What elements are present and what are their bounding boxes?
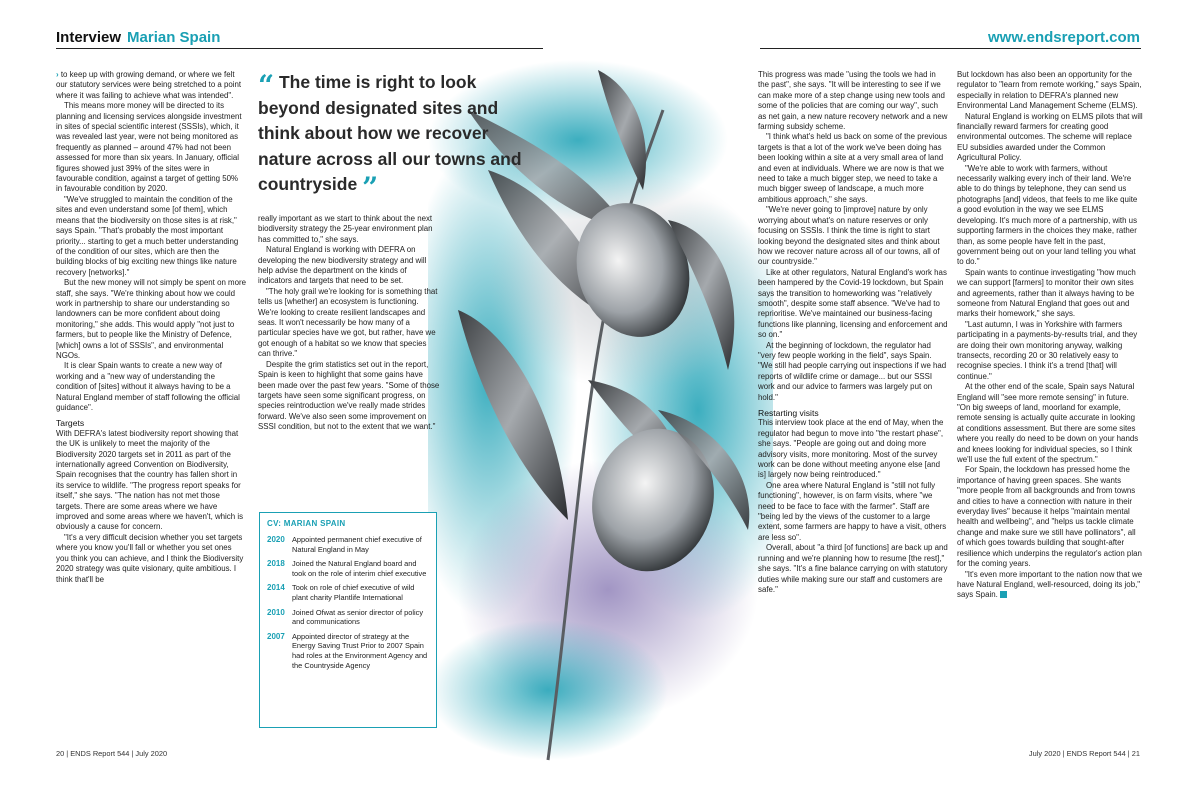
cv-entry (267, 583, 429, 602)
paragraph: It is clear Spain wants to create a new way of working and a "new way of understanding the condition of [sites] without it always having to be a Natural England member of staff following the official guidance". (56, 361, 240, 412)
subheading-targets: Targets (56, 418, 85, 429)
teal-splash-bottom (428, 620, 668, 760)
cv-text: Appointed director of strategy at the Energy Saving Trust Prior to 2007 Spain had roles at the Environment Agency and the Countryside Agency (292, 631, 428, 670)
cv-text: Took on role of chief executive of wild plant charity Plantlife International (292, 583, 415, 602)
article-column-1 (56, 70, 246, 738)
paragraph: But lockdown has also been an opportunity for the regulator to "learn from remote working," says Spain, especially in relation to DEFRA's planned new Environmental Land Management Scheme (ELMS). (957, 70, 1142, 111)
section-header (56, 29, 220, 46)
paragraph: Natural England is working with DEFRA on developing the new biodiversity strategy and will help advise the department on the kinds of indicators and targets that need to be set. (258, 245, 427, 286)
cv-year: 2018 (267, 559, 285, 569)
paragraph: This progress was made "using the tools we had in the past", she says. "It will be interesting to see if we can make more of a step change using new tools and some of the policies that are coming our way", such as net gain, a new nature recovery network and a new farming subsidy scheme. (758, 70, 948, 132)
paragraph: Despite the grim statistics set out in the report, Spain is keen to highlight that some gains have been made over the past few years. "Some of those targets have seen some significant progress, on species reintroduction we've really made strides forward. We've also seen some improvement on SSSI condition, but not to the extent that we want." (258, 359, 440, 432)
paragraph: With DEFRA's latest biodiversity report showing that the UK is unlikely to meet the majority of the Biodiversity 2020 targets set in 2011 as part of the internationally agreed Convention on Biodiversity, Spain recognises that the country has fallen short in its service to wildlife. "The progress report speaks for itself," she says. "The nation has not met those targets. There are some areas where we have improved and some areas where we haven't, which is obviously a cause for concern. (56, 428, 244, 532)
paragraph: This interview took place at the end of May, when the regulator had begun to move into "the restart phase", she says. "People are going out and doing more advisory visits, more monitoring. Most of the survey work can be done without meeting anyone else [and is] largely now being reintroduced." (758, 418, 944, 480)
end-of-article-icon (1000, 591, 1007, 598)
paragraph: Overall, about "a third [of functions] are back up and running and we're planning how to resume [the rest]," she says. "It's a fine balance carrying on with statutory duties while making sure our staff and customers are safe." (758, 543, 948, 594)
open-quote-icon: “ (258, 69, 275, 102)
cv-box (259, 512, 437, 728)
paragraph: Like at other regulators, Natural England's work has been hampered by the Covid-19 lockdown, but Spain says the transition to homeworking was "relatively smooth", despite some staff absence. "We've had to reprioritise. We've maintained our business-facing functions like planning, licensing and enforcement and so on." (758, 267, 948, 340)
paragraph: But the new money will not simply be spent on more staff, she says. "We're thinking about how we could work in partnership to share our understanding so landowners can be more confident about doing monitoring," she adds. This would apply "not just to farmers, but to people like the Ministry of Defence, [which] owns a lot of SSSIs", and environmental NGOs. (56, 278, 246, 360)
interview-subject: Marian Spain (127, 29, 221, 46)
pull-quote (258, 69, 530, 204)
paragraph: › to keep up with growing demand, or where we felt our statutory services were being stretched to a point where it was failing to achieve what was intended". (56, 70, 242, 100)
cv-year: 2020 (267, 535, 285, 544)
article-column-4 (957, 70, 1143, 738)
cv-entry (267, 535, 429, 554)
footer-right-folio: July 2020 | ENDS Report 544 | 21 (1028, 749, 1140, 758)
website-link[interactable]: www.endsreport.com (988, 29, 1140, 46)
paragraph: "It's even more important to the nation now that we have Natural England, well-resourced, doing its job," says Spain. (957, 569, 1143, 600)
cv-entry (267, 608, 429, 627)
subheading-restarting-visits: Restarting visits (758, 408, 819, 418)
cv-text: Joined the Natural England board and took on the role of interim chief executive (292, 559, 427, 578)
continue-arrow-icon: › (56, 70, 59, 79)
cv-entry (267, 632, 429, 670)
paragraph: "Last autumn, I was in Yorkshire with farmers participating in a payments-by-results trial, and they are doing their own monitoring anyway, walking transects, recording 20 or 30 relatively easy to recognise species. I think it's a trend [that] will continue." (957, 319, 1138, 381)
cv-text: Appointed permanent chief executive of Natural England in May (292, 535, 422, 554)
article-column-3 (758, 70, 948, 738)
cv-year: 2007 (267, 631, 285, 641)
article-column-2 (258, 214, 440, 484)
paragraph: One area where Natural England is "still not fully functioning", however, is on farm visits, where "we need to be face to face with the farmer". Staff are "being led by the views of the customer to a large extent, some farmers are happy to have a visit, others are less so". (758, 480, 947, 542)
paragraph: "I think what's held us back on some of the previous targets is that a lot of the work we've been doing has been looking within a site at a very small area of land and even at individuals. Where we are now is that we need to take a much bigger step, we need to take a much bigger sweep of landscape, a much more ambitious approach," she says. (758, 132, 948, 204)
cv-year: 2010 (267, 607, 285, 617)
section-label: Interview (56, 29, 122, 46)
header-rule-right (760, 48, 1141, 49)
paragraph: At the other end of the scale, Spain says Natural England will "see more remote sensing" in future. "On big sweeps of land, moorland for example, remote sensing is actually quite accurate in looking at conditions assessment. But there are some sites where you really do need to be down on your hands and knees looking for individual species, so I think we'll use the full extent of the spectrum." (957, 382, 1139, 465)
paragraph: This means more money will be directed to its planning and licensing services alongside investment in sites of special scientific interest (SSSIs), which, it was revealed last year, were not being monitored as frequently as planned – around 47% had not been assessed for more than six years. In January, official figures showed just 39% of the sites were in favourable condition, against a target of getting 50% in favourable condition by 2020. (56, 101, 242, 194)
cv-entry (267, 559, 429, 578)
header-rule-left (56, 48, 543, 49)
paragraph: Spain wants to continue investigating "how much we can support [farmers] to monitor their own sites and agreements, rather than it always having to be someone from Natural England that goes out and marks their homework," she says. (957, 267, 1136, 319)
paragraph: "It's a very difficult decision whether you set targets where you know you'll fall or whether you set ones you think you can achieve, and I think the Biodiversity 2020 strategy was quite visionary, quite ambitious. I think that'll be (56, 532, 244, 584)
paragraph: At the beginning of lockdown, the regulator had "very few people working in the field", says Spain. "We still had people carrying out inspections if we had reports of wildlife crime or damage... but our SSSI work and our advice to farmers was largely put on hold." (758, 340, 947, 402)
paragraph: For Spain, the lockdown has pressed home the importance of having green spaces. She wants "more people from all backgrounds and from towns and cities to have a connection with nature in their everyday lives" because it helps "maintain mental health and wellbeing", and "helps us tackle climate change and make sure we still have pollinators", all of which goes towards building that sought-after resilience which underpins the regulator's action plan for the coming years. (957, 465, 1142, 569)
paragraph: "We're able to work with farmers, without necessarily walking every inch of their land. We're able to do things by telephone, they can send us photographs [and] videos, that feels to me like quite a good evolution in the way we see ELMS developing. It's much more of a partnership, with us supporting farmers in the choices they make, rather than, as some people have felt in the past, government being out on your land telling you what to do." (957, 163, 1138, 267)
paragraph: Natural England is working on ELMS pilots that will financially reward farmers for creating good environmental outcomes. The scheme will replace EU subsidies awarded under the Common Agricultural Policy. (957, 111, 1143, 163)
footer-left-folio: 20 | ENDS Report 544 | July 2020 (56, 749, 168, 758)
cv-year: 2014 (267, 583, 285, 593)
paragraph: "The holy grail we're looking for is something that tells us [whether] an ecosystem is functioning. We're looking to create resilient landscapes and seas. It won't necessarily be how many of a particular species have we got, but rather, have we got enough of a habitat so we know that species can thrive." (258, 286, 438, 359)
paragraph: "We've struggled to maintain the condition of the sites and even understand some [of them], which means that the biodiversity on those sites is at risk," says Spain. "That's probably the most important priority... starting to get a much better understanding of the condition of our sites, which are then the building blocks of big exciting new things like nature recovery [networks]." (56, 194, 239, 277)
paragraph: "We're never going to [improve] nature by only worrying about what's on nature reserves or only focusing on SSSIs. I think the time is right to start looking beyond the designated sites and think about how we recover nature across all of our towns, all of our countryside." (758, 205, 940, 267)
close-quote-icon: ” (362, 171, 379, 204)
paragraph: really important as we start to think about the next biodiversity strategy the 25-year environment plan has committed to," she says. (258, 214, 433, 244)
pull-quote-text: The time is right to look beyond designated sites and think about how we recover nature across all our towns and countryside (258, 72, 522, 194)
cv-title: CV: MARIAN SPAIN (267, 519, 346, 528)
cv-text: Joined Ofwat as senior director of policy and communications (292, 607, 424, 627)
